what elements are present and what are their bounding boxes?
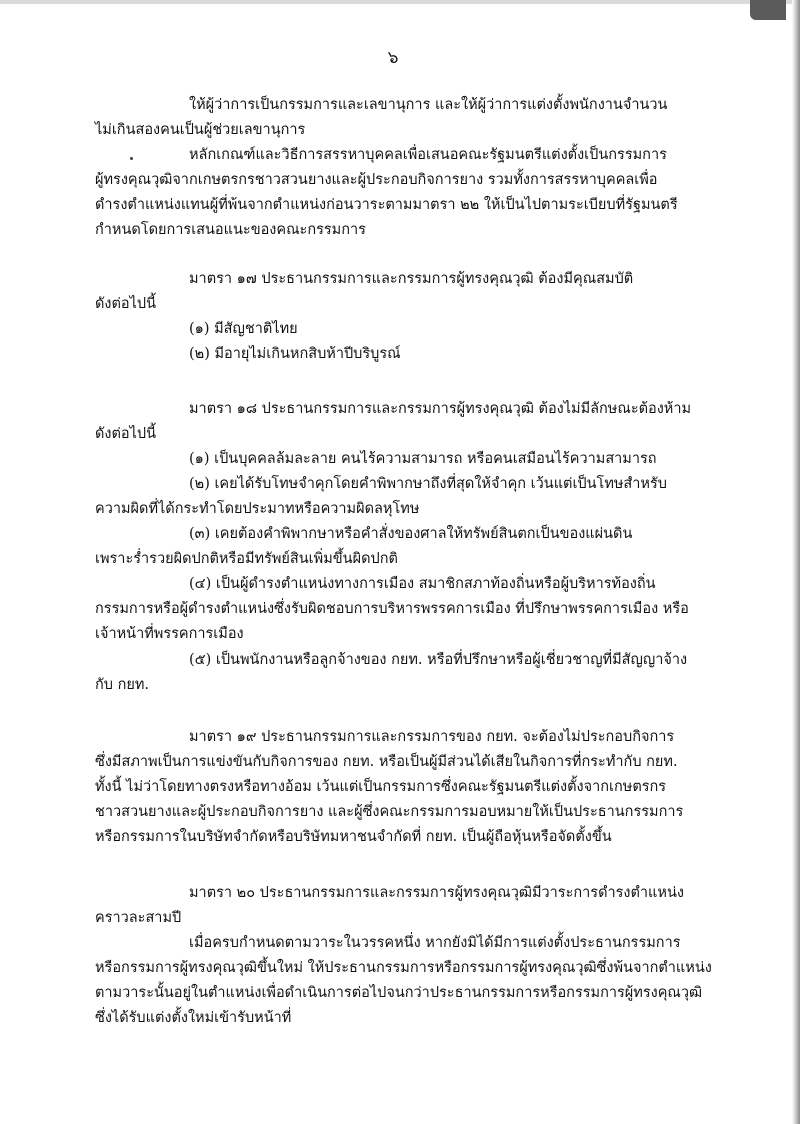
section-20-heading-cont: คราวละสามปี: [95, 910, 182, 926]
section-18-line: (๒) เคยได้รับโทษจำคุกโดยคำพิพากษาถึงที่สุดให้จำคุก เว้นแต่เป็นโทษสำหรับ: [189, 476, 667, 492]
intro-line: ไม่เกินสองคนเป็นผู้ช่วยเลขานุการ: [95, 122, 306, 138]
section-18-line: เพราะร่ำรวยผิดปกติหรือมีทรัพย์สินเพิ่มขึ้นผิดปกติ: [95, 551, 398, 567]
scan-top-edge: [0, 0, 800, 4]
intro-line: ให้ผู้ว่าการเป็นกรรมการและเลขานุการ และให้ผู้ว่าการแต่งตั้งพนักงานจำนวน: [189, 97, 668, 113]
section-20-line: ซึ่งได้รับแต่งตั้งใหม่เข้ารับหน้าที่: [95, 1010, 292, 1026]
section-19-line: ชาวสวนยางและผู้ประกอบกิจการยาง และผู้ซึ่งคณะกรรมการมอบหมายให้เป็นประธานกรรมการ: [95, 804, 684, 820]
intro-line: กำหนดโดยการเสนอแนะของคณะกรรมการ: [95, 222, 366, 238]
section-17-item: (๑) มีสัญชาติไทย: [189, 321, 298, 337]
intro-line: ดำรงตำแหน่งแทนผู้ที่พ้นจากตำแหน่งก่อนวาระตามมาตรา ๒๒ ให้เป็นไปตามระเบียบที่รัฐมนตรี: [95, 197, 678, 213]
section-19-line: ซึ่งมีสภาพเป็นการแข่งขันกับกิจการของ กยท. หรือเป็นผู้มีส่วนได้เสียในกิจการที่กระทำกับ กยท.: [95, 754, 678, 770]
section-18-heading-cont: ดังต่อไปนี้: [95, 426, 157, 442]
section-18-line: กรรมการหรือผู้ดำรงตำแหน่งซึ่งรับผิดชอบการบริหารพรรคการเมือง ที่ปรึกษาพรรคการเมือง หรือ: [95, 601, 689, 617]
section-20-line: ตามวาระนั้นอยู่ในตำแหน่งเพื่อดำเนินการต่อไปจนกว่าประธานกรรมการหรือกรรมการผู้ทรงคุณวุฒิ: [95, 985, 703, 1001]
scan-corner-mark: [750, 0, 786, 20]
section-18-heading: มาตรา ๑๘ ประธานกรรมการและกรรมการผู้ทรงคุณวุฒิ ต้องไม่มีลักษณะต้องห้าม: [189, 401, 692, 417]
intro-line: ผู้ทรงคุณวุฒิจากเกษตรกรชาวสวนยางและผู้ประกอบกิจการยาง รวมทั้งการสรรหาบุคคลเพื่อ: [95, 172, 658, 188]
section-18-line: (๑) เป็นบุคคลล้มละลาย คนไร้ความสามารถ หรือคนเสมือนไร้ความสามารถ: [189, 451, 657, 467]
scan-speck: [130, 157, 133, 160]
section-18-line: เจ้าหน้าที่พรรคการเมือง: [95, 626, 244, 642]
section-18-line: (๓) เคยต้องคำพิพากษาหรือคำสั่งของศาลให้ทรัพย์สินตกเป็นของแผ่นดิน: [189, 526, 633, 542]
section-17-heading: มาตรา ๑๗ ประธานกรรมการและกรรมการผู้ทรงคุณวุฒิ ต้องมีคุณสมบัติ: [189, 271, 634, 287]
section-18-line: (๔) เป็นผู้ดำรงตำแหน่งทางการเมือง สมาชิกสภาท้องถิ่นหรือผู้บริหารท้องถิ่น: [189, 576, 656, 592]
section-19-line: หรือกรรมการในบริษัทจำกัดหรือบริษัทมหาชนจำกัดที่ กยท. เป็นผู้ถือหุ้นหรือจัดตั้งขึ้น: [95, 829, 612, 845]
section-20-line: เมื่อครบกำหนดตามวาระในวรรคหนึ่ง หากยังมิได้มีการแต่งตั้งประธานกรรมการ: [189, 935, 681, 951]
section-19-line: ทั้งนี้ ไม่ว่าโดยทางตรงหรือทางอ้อม เว้นแต่เป็นกรรมการซึ่งคณะรัฐมนตรีแต่งตั้งจากเกษตรกร: [95, 779, 667, 795]
section-20-heading: มาตรา ๒๐ ประธานกรรมการและกรรมการผู้ทรงคุณวุฒิมีวาระการดำรงตำแหน่ง: [189, 885, 684, 901]
page-number: ๖: [387, 48, 399, 68]
scan-right-edge: [792, 0, 800, 1124]
section-17-item: (๒) มีอายุไม่เกินหกสิบห้าปีบริบูรณ์: [189, 346, 401, 362]
section-18-line: (๕) เป็นพนักงานหรือลูกจ้างของ กยท. หรือที่ปรึกษาหรือผู้เชี่ยวชาญที่มีสัญญาจ้าง: [189, 652, 688, 668]
section-18-line: ความผิดที่ได้กระทำโดยประมาทหรือความผิดลหุโทษ: [95, 501, 420, 517]
section-18-line: กับ กยท.: [95, 677, 150, 693]
section-17-heading-cont: ดังต่อไปนี้: [95, 296, 157, 312]
intro-line: หลักเกณฑ์และวิธีการสรรหาบุคคลเพื่อเสนอคณะรัฐมนตรีแต่งตั้งเป็นกรรมการ: [189, 147, 667, 163]
section-20-line: หรือกรรมการผู้ทรงคุณวุฒิขึ้นใหม่ ให้ประธานกรรมการหรือกรรมการผู้ทรงคุณวุฒิซึ่งพ้นจากตำแหน่ง: [95, 960, 712, 976]
section-19-line: มาตรา ๑๙ ประธานกรรมการและกรรมการของ กยท. จะต้องไม่ประกอบกิจการ: [189, 729, 675, 745]
